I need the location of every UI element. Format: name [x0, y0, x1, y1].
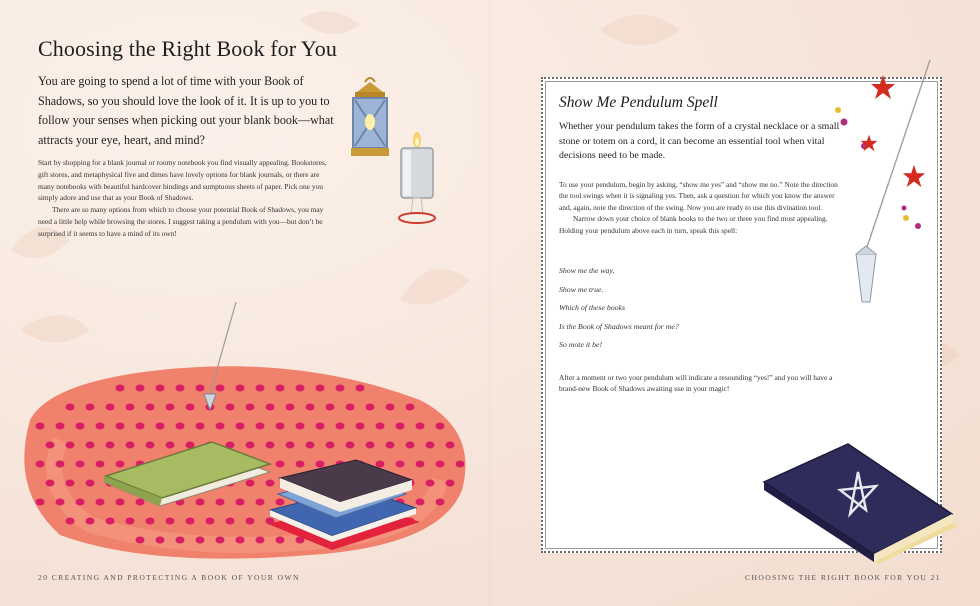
rug-dot [336, 385, 345, 392]
rug-dot [56, 461, 65, 468]
green-book [104, 442, 270, 506]
stacked-books [268, 460, 420, 550]
rug-dot [36, 423, 45, 430]
spell-closing: After a moment or two your pendulum will indicate a resounding “yes!” and you will have a brand-new Book of Shadows awaiting use in your magic! [559, 373, 833, 394]
rug-dot [276, 423, 285, 430]
rug-dot [176, 385, 185, 392]
rug-dot [376, 423, 385, 430]
rug-dot [56, 423, 65, 430]
rug-dot [216, 423, 225, 430]
rug-dot [356, 423, 365, 430]
rug-dot [136, 423, 145, 430]
left-page-number: 20 [38, 573, 49, 582]
rug-dot [326, 404, 335, 411]
rug-dot [96, 423, 105, 430]
rug-dot [286, 404, 295, 411]
rug-dot [396, 423, 405, 430]
rug-dot [66, 518, 75, 525]
rug-dot [106, 404, 115, 411]
rug-dot [306, 404, 315, 411]
chant-line: So mote it be! [559, 340, 603, 350]
rug-dot [156, 423, 165, 430]
spell-intro: Whether your pendulum takes the form of a crystal necklace or a small stone or totem on a cord, it can become an essential tool when vital decisions need to be made. [559, 121, 840, 161]
star-icon [902, 164, 926, 188]
rug-dot [446, 442, 455, 449]
right-footer [745, 573, 941, 582]
rug-dot [56, 499, 65, 506]
chant-line: Which of these books [559, 303, 626, 313]
rug-dot [46, 480, 55, 487]
book-stack-illustration [100, 432, 440, 552]
left-paragraph-1: Start by shopping for a blank journal or roomy notebook you find visually appealing. Bookstores, gift stores, and metaphysical five and dimes have lovely options for blank journals, or there are many notebooks with beautiful hardcover bindings and sumptuous sheets of paper. Pick one you simply adore and use that as your Book of Shadows. [38, 158, 327, 203]
candle-icon [393, 132, 441, 232]
rug-dot [76, 423, 85, 430]
rug-dot [266, 404, 275, 411]
page-title: Choosing the Right Book for You [38, 36, 337, 61]
right-running-head: CHOOSING THE RIGHT BOOK FOR YOU [745, 573, 928, 582]
rug-dot [436, 423, 445, 430]
spell-chant [559, 266, 679, 359]
rug-dot [356, 385, 365, 392]
rug-dot [256, 423, 265, 430]
rug-dot [66, 480, 75, 487]
rug-dot [76, 461, 85, 468]
star-icon [860, 134, 878, 152]
rug-dot [316, 385, 325, 392]
rug-dot [86, 518, 95, 525]
rug-dot [236, 423, 245, 430]
left-footer [38, 573, 300, 582]
left-running-head: CREATING AND PROTECTING A BOOK OF YOUR OWN [51, 573, 300, 582]
rug-dot [456, 461, 465, 468]
rug-dot [156, 385, 165, 392]
rug-dot [316, 423, 325, 430]
rug-dot [146, 404, 155, 411]
book-gutter [489, 0, 491, 606]
rug-dot [346, 404, 355, 411]
intro-paragraph: You are going to spend a lot of time with your Book of Shadows, so you should love the look of it. It is up to you to follow your senses when picking out your blank book—what attracts your eye, heart, and mind? [38, 74, 334, 147]
right-page-number: 21 [930, 573, 941, 582]
rug-dot [296, 423, 305, 430]
rug-dot [336, 423, 345, 430]
rug-dot [136, 385, 145, 392]
rug-dot [366, 404, 375, 411]
spell-paragraph-2: Narrow down your choice of blank books to the two or three you find most appealing. Holding your pendulum above each in turn, speak this spell: [559, 214, 828, 235]
chant-line: Show me true. [559, 284, 604, 294]
chant-line: Is the Book of Shadows meant for me? [559, 321, 679, 331]
rug-dot [46, 442, 55, 449]
left-body-text [38, 157, 334, 240]
rug-dot [416, 423, 425, 430]
rug-dot [176, 423, 185, 430]
pentacle-book-illustration [762, 430, 962, 570]
rug-dot [86, 442, 95, 449]
chant-line: Show me the way, [559, 266, 615, 275]
spell-title: Show Me Pendulum Spell [559, 94, 718, 111]
rug-dot [256, 385, 265, 392]
spell-paragraph-1: To use your pendulum, begin by asking, “show me yes” and “show me no.” Note the direction the tool swings when it is signaling yes. Then, ask a question for which you know the answer and, again, note the direction of the swing. Now you are ready to use this divination tool. [559, 180, 838, 212]
rug-dot [36, 461, 45, 468]
rug-dot [406, 404, 415, 411]
rug-dot [66, 404, 75, 411]
left-paragraph-2: There are so many options from which to choose your potential Book of Shadows, you may need a little help while browsing the stores. I suggest taking a pendulum with you—but don’t be surprised if it seems to have a mind of its own! [38, 205, 324, 238]
spell-body-text [559, 179, 841, 236]
star-icon [870, 74, 896, 100]
rug-dot [76, 499, 85, 506]
rug-dot [246, 404, 255, 411]
rug-dot [36, 499, 45, 506]
rug-dot [166, 404, 175, 411]
rug-dot [126, 404, 135, 411]
rug-dot [386, 404, 395, 411]
rug-dot [276, 385, 285, 392]
rug-dot [86, 480, 95, 487]
pendulum-illustration [198, 302, 240, 422]
rug-dot [86, 404, 95, 411]
lantern-icon [345, 76, 395, 166]
rug-dot [66, 442, 75, 449]
rug-dot [296, 385, 305, 392]
rug-dot [186, 404, 195, 411]
rug-dot [196, 423, 205, 430]
rug-dot [116, 423, 125, 430]
rug-dot [116, 385, 125, 392]
rug-dot [446, 480, 455, 487]
